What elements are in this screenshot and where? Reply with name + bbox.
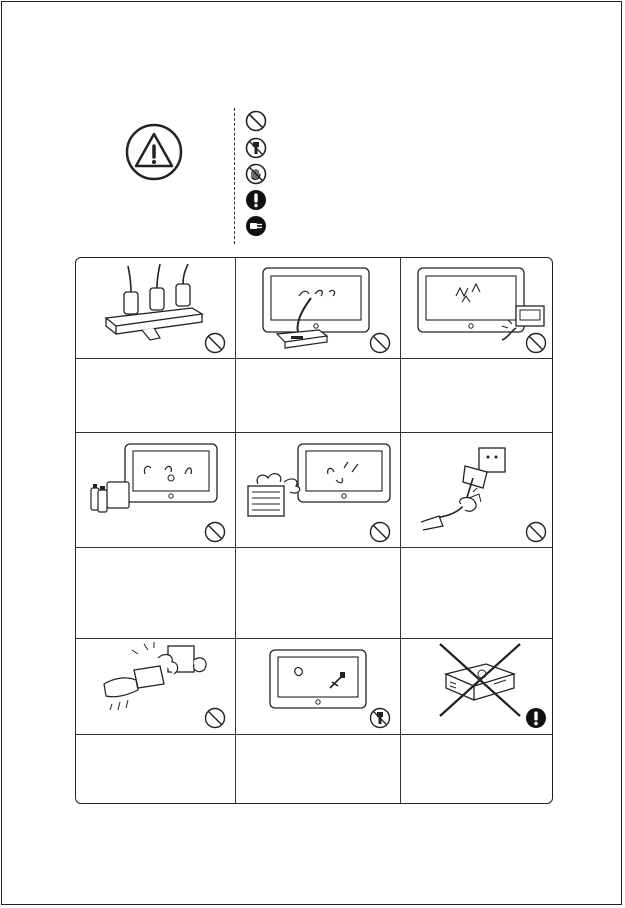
safety-grid <box>75 257 553 804</box>
monitor-with-cable-and-device <box>259 266 374 350</box>
grid-divider <box>400 258 401 803</box>
prohibited-icon <box>245 110 267 132</box>
prohibited-icon <box>525 521 547 543</box>
warning-triangle-icon <box>124 122 184 182</box>
monitor-near-heat-source <box>244 440 394 522</box>
prohibited-icon <box>369 332 391 354</box>
prohibited-icon <box>204 707 226 729</box>
prohibited-icon <box>369 521 391 543</box>
do-not-disassemble-monitor <box>268 648 368 712</box>
grid-divider <box>235 258 236 803</box>
legend-divider <box>234 108 235 244</box>
do-not-touch-wet-hands-icon <box>245 163 267 185</box>
pulling-plug-by-cord <box>421 444 531 532</box>
wet-hands-on-plug <box>98 640 218 722</box>
prohibited-icon <box>204 332 226 354</box>
mandatory-action-icon <box>525 707 547 729</box>
overloaded-power-strip <box>102 264 212 342</box>
mandatory-action-icon <box>245 189 267 211</box>
grid-divider <box>76 432 552 433</box>
prohibited-icon <box>204 521 226 543</box>
grid-divider <box>76 734 552 735</box>
monitor-with-chemical-bottles <box>81 440 221 518</box>
do-not-disassemble-icon <box>369 707 391 729</box>
do-not-disassemble-icon <box>245 137 267 159</box>
grid-divider <box>76 358 552 359</box>
prohibited-icon <box>525 332 547 354</box>
unplug-power-icon <box>245 215 267 237</box>
grid-divider <box>76 638 552 639</box>
crossed-out-device <box>436 640 526 720</box>
grid-divider <box>76 547 552 548</box>
